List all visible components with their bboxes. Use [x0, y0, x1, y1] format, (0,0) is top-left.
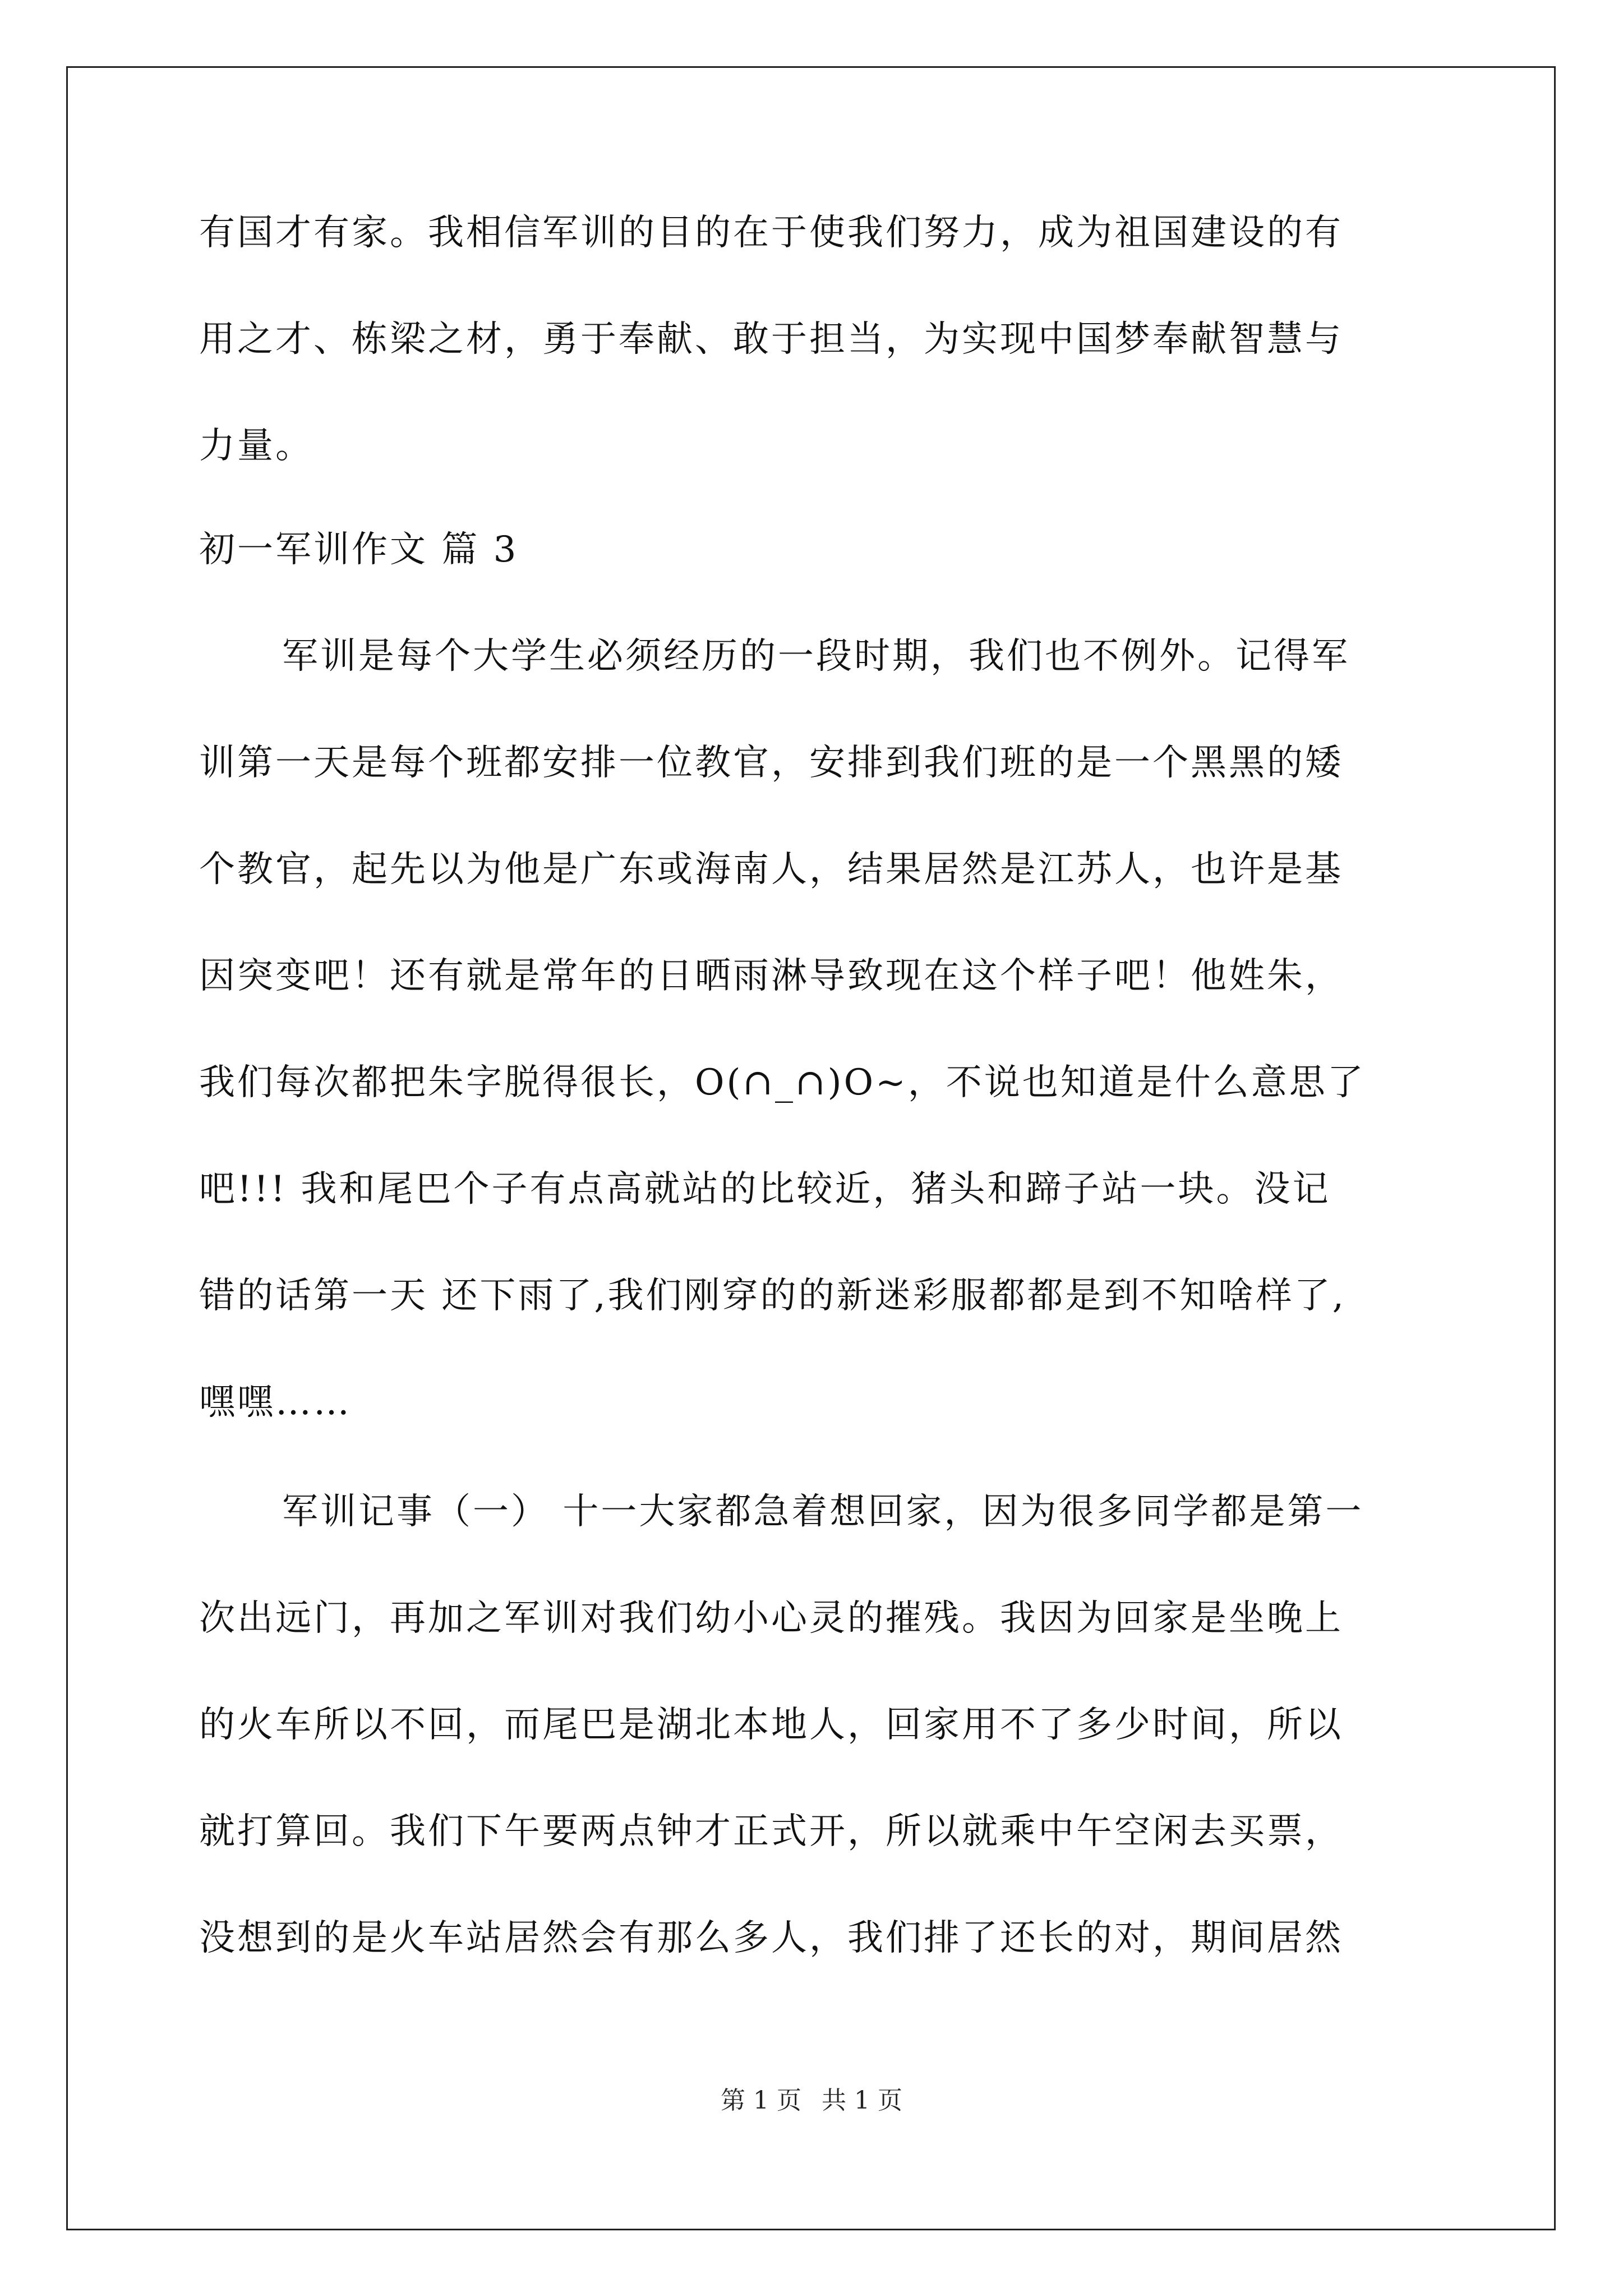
text-line: 吧!!! 我和尾巴个子有点高就站的比较近，猪头和蹄子站一块。没记: [199, 1168, 1331, 1210]
page-total: 共 1 页: [822, 2086, 902, 2115]
text-line: 个教官，起先以为他是广东或海南人，结果居然是江苏人，也许是基: [199, 849, 1343, 890]
text-line: 训第一天是每个班都安排一位教官，安排到我们班的是一个黑黑的矮: [199, 742, 1343, 784]
text-line: 没想到的是火车站居然会有那么多人，我们排了还长的对，期间居然: [199, 1917, 1343, 1959]
text-line: 因突变吧！还有就是常年的日晒雨淋导致现在这个样子吧！他姓朱，: [199, 955, 1343, 997]
text-line: 次出远门，再加之军训对我们幼小心灵的摧残。我因为回家是坐晚上: [199, 1598, 1343, 1639]
text-line: 有国才有家。我相信军训的目的在于使我们努力，成为祖国建设的有: [199, 212, 1343, 254]
text-line: 嘿嘿……: [199, 1382, 352, 1423]
text-line: 的火车所以不回，而尾巴是湖北本地人，回家用不了多少时间，所以: [199, 1704, 1343, 1746]
text-line: 我们每次都把朱字脱得很长，O(∩_∩)O~，不说也知道是什么意思了: [199, 1062, 1366, 1103]
page-number: 第 1 页: [721, 2086, 801, 2115]
text-line: 力量。: [199, 425, 313, 467]
text-line: 军训记事（一） 十一大家都急着想回家，因为很多同学都是第一: [282, 1491, 1364, 1533]
section-heading: 初一军训作文 篇 3: [199, 529, 519, 570]
text-line: 军训是每个大学生必须经历的一段时期，我们也不例外。记得军: [282, 636, 1350, 677]
text-line: 错的话第一天 还下雨了,我们刚穿的的新迷彩服都都是到不知啥样了,: [199, 1275, 1347, 1317]
text-line: 就打算回。我们下午要两点钟才正式开，所以就乘中午空闲去买票，: [199, 1811, 1343, 1852]
text-line: 用之才、栋梁之材，勇于奉献、敢于担当，为实现中国梦奉献智慧与: [199, 319, 1343, 360]
page-footer: [0, 2084, 1623, 2118]
page-frame: [66, 66, 1556, 2230]
